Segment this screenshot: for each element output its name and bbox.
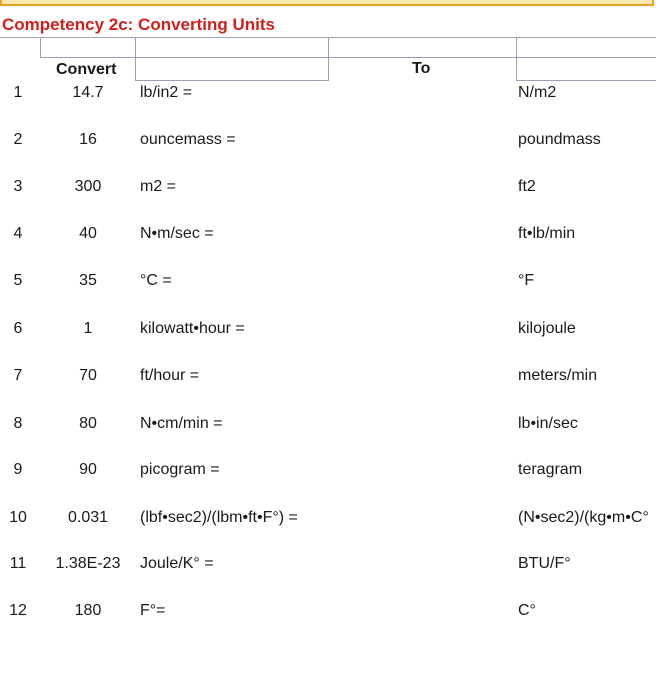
row-to-unit: meters/min [518,367,598,384]
row-to-unit: ft2 [518,178,536,195]
row-value: 0.031 [67,509,109,526]
row-number: 7 [13,367,23,384]
row-value: 70 [79,367,97,384]
row-number: 9 [13,461,23,478]
top-highlight-bar [0,0,654,6]
row-number: 2 [13,131,23,148]
row-from-unit: lb/in2 = [140,84,193,101]
row-value: 180 [74,602,102,619]
row-from-unit: F°= [140,602,166,619]
to-header: To [412,60,431,77]
row-to-unit: poundmass [518,131,601,148]
row-value: 1.38E-23 [55,555,121,572]
row-from-unit: °C = [140,272,172,289]
row-value: 1 [83,320,93,337]
row-to-unit: N/m2 [518,84,557,101]
row-number: 4 [13,225,23,242]
row-to-unit: ft•lb/min [518,225,576,242]
row-value: 40 [79,225,97,242]
row-to-unit: kilojoule [518,320,576,337]
row-number: 3 [13,178,23,195]
row-number: 11 [9,555,27,572]
row-to-unit: teragram [518,461,583,478]
row-to-unit: BTU/F° [518,555,571,572]
row-from-unit: kilowatt•hour = [140,320,245,337]
row-number: 8 [13,415,23,432]
row-to-unit: (N•sec2)/(kg•m•C° [518,509,649,526]
row-from-unit: Joule/K° = [140,555,214,572]
row-value: 90 [79,461,97,478]
row-number: 6 [13,320,23,337]
row-value: 14.7 [72,84,104,101]
row-from-unit: (lbf•sec2)/(lbm•ft•F°) = [140,509,298,526]
row-value: 35 [79,272,97,289]
row-from-unit: ft/hour = [140,367,200,384]
row-from-unit: ouncemass = [140,131,236,148]
row-to-unit: C° [518,602,536,619]
row-to-unit: °F [518,272,535,289]
row-number: 1 [13,84,23,101]
row-number: 12 [9,602,27,619]
row-value: 80 [79,415,97,432]
row-value: 300 [74,178,102,195]
row-from-unit: N•m/sec = [140,225,214,242]
row-value: 16 [79,131,97,148]
page-title: Competency 2c: Converting Units [2,15,275,34]
row-number: 10 [9,509,27,526]
row-number: 5 [13,272,23,289]
row-to-unit: lb•in/sec [518,415,578,432]
convert-header: Convert [56,61,117,78]
row-from-unit: m2 = [140,178,177,195]
row-from-unit: picogram = [140,461,220,478]
row-from-unit: N•cm/min = [140,415,223,432]
